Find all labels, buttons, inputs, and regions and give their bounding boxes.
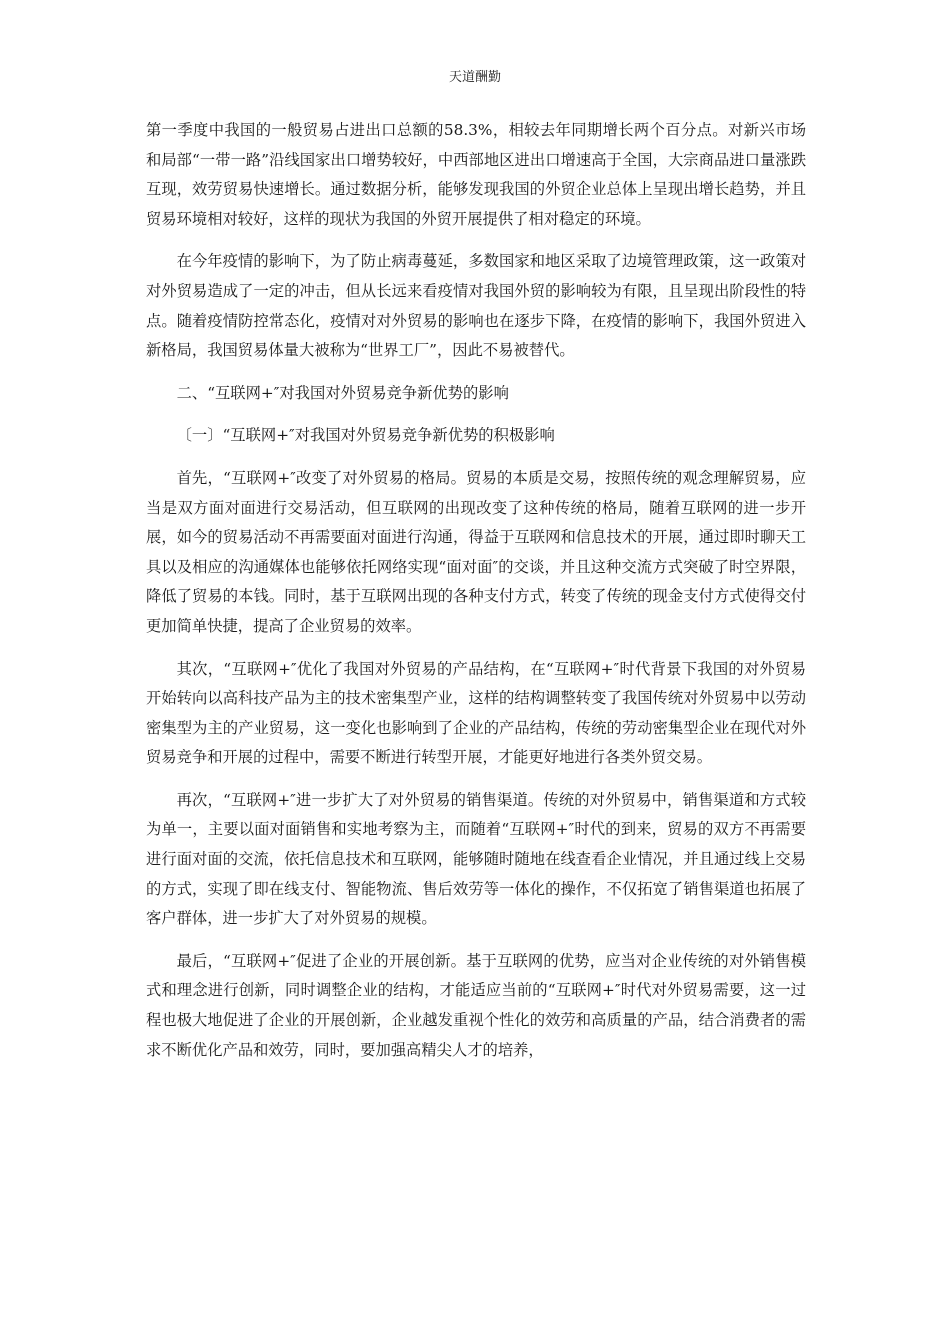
paragraph-third: 再次，“互联网+″进一步扩大了对外贸易的销售渠道。传统的对外贸易中，销售渠道和方式较为单一，主要以面对面销售和实地考察为主，而随着“互联网+″时代的到来，贸易的双方不再需要进行面对面的交流，依托信息技术和互联网，能够随时随地在线查看企业情况，并且通过线上交易的方式，实现了即在线支付、智能物流、售后效劳等一体化的操作，不仅拓宽了销售渠道也拓展了客户群体，进一步扩大了对外贸易的规模。 — [146, 790, 806, 928]
document-body — [146, 116, 806, 1078]
page-header: 天道酬勤 — [448, 70, 501, 85]
paragraph-epidemic-impact: 在今年疫情的影响下，为了防止病毒蔓延，多数国家和地区采取了边境管理政策，这一政策对对外贸易造成了一定的冲击，但从长远来看疫情对我国外贸的影响较为有限，且呈现出阶段性的特点。随着疫情防控常态化，疫情对对外贸易的影响也在逐步下降，在疫情的影响下，我国外贸进入新格局，我国贸易体量大被称为“世界工厂”，因此不易被替代。 — [146, 252, 806, 360]
section-heading-2: 二、“互联网+″对我国对外贸易竞争新优势的影响 — [176, 383, 509, 402]
subsection-heading-1: 〔一〕“互联网+″对我国对外贸易竞争新优势的积极影响 — [176, 426, 555, 445]
paragraph-first: 首先，“互联网+″改变了对外贸易的格局。贸易的本质是交易，按照传统的观念理解贸易，应当是双方面对面进行交易活动，但互联网的出现改变了这种传统的格局，随着互联网的进一步开展，如今的贸易活动不再需要面对面进行沟通，得益于互联网和信息技术的开展，通过即时聊天工具以及相应的沟通媒体也能够依托网络实现“面对面″的交谈，并且这种交流方式突破了时空界限，降低了贸易的本钱。同时，基于互联网出现的各种支付方式，转变了传统的现金支付方式使得交付更加简单快捷，提高了企业贸易的效率。 — [146, 468, 806, 635]
paragraph-trade-stats: 第一季度中我国的一般贸易占进出口总额的58.3%，相较去年同期增长两个百分点。对新兴市场和局部“一带一路”沿线国家出口增势较好，中西部地区进出口增速高于全国，大宗商品进口量涨跌互现，效劳贸易快速增长。通过数据分析，能够发现我国的外贸企业总体上呈现出增长趋势，并且贸易环境相对较好，这样的现状为我国的外贸开展提供了相对稳定的环境。 — [146, 121, 806, 228]
paragraph-last: 最后，“互联网+″促进了企业的开展创新。基于互联网的优势，应当对企业传统的对外销售模式和理念进行创新，同时调整企业的结构，才能适应当前的“互联网+″时代对外贸易需要，这一过程也极大地促进了企业的开展创新，企业越发重视个性化的效劳和高质量的产品，结合消费者的需求不断优化产品和效劳，同时，要加强高精尖人才的培养， — [146, 951, 806, 1059]
paragraph-second: 其次，“互联网+″优化了我国对外贸易的产品结构，在“互联网+″时代背景下我国的对外贸易开始转向以高科技产品为主的技术密集型产业，这样的结构调整转变了我国传统对外贸易中以劳动密集型为主的产业贸易，这一变化也影响到了企业的产品结构，传统的劳动密集型企业在现代对外贸易竞争和开展的过程中，需要不断进行转型开展，才能更好地进行各类外贸交易。 — [146, 659, 806, 767]
